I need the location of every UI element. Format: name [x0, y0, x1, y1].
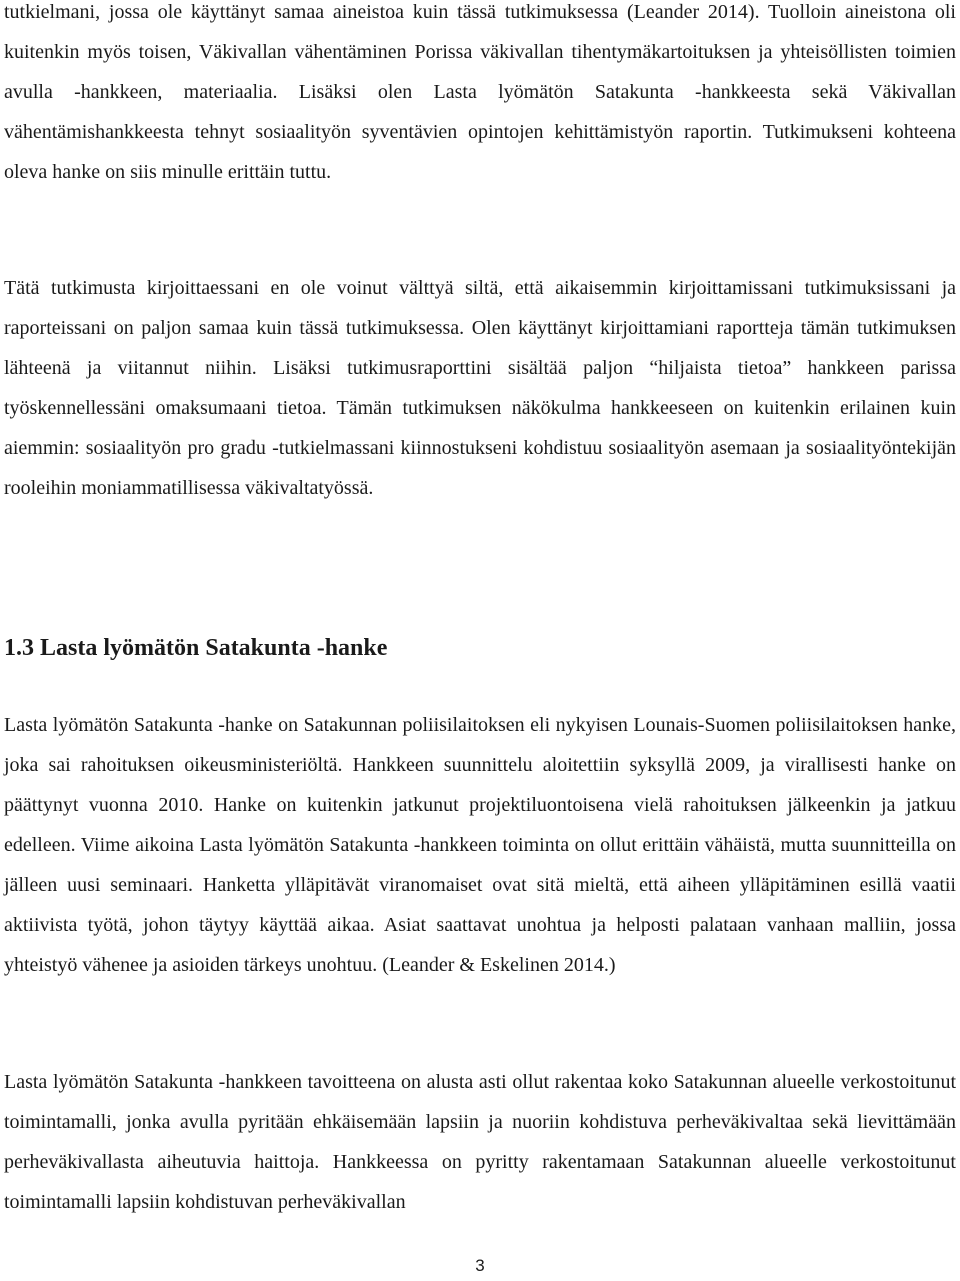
- body-paragraph: Lasta lyömätön Satakunta -hanke on Satakunnan poliisilaitoksen eli nykyisen Lounais-Suomen poliisilaitoksen hanke, joka sai rahoituksen oikeusministeriöltä. Hankkeen suunnittelu aloitettiin syksyllä 2009, ja virallisesti hanke on päättynyt vuonna 2010. Hanke on kuitenkin jatkunut projektiluontoisena vielä rahoituksen jälkeenkin ja jatkuu edelleen. Viime aikoina Lasta lyömätön Satakunta -hankkeen toiminta on ollut erittäin vähäistä, mutta suunnitteilla on jälleen uusi seminaari. Hanketta ylläpitävät viranomaiset ovat sitä mieltä, että aiheen ylläpitäminen esillä vaatii aktiivista työtä, johon täytyy käyttää aikaa. Asiat saattavat unohtua ja helposti palataan vanhaan malliin, jossa yhteistyö vähenee ja asioiden tärkeys unohtuu. (Leander & Eskelinen 2014.): [4, 714, 956, 976]
- section-heading: 1.3 Lasta lyömätön Satakunta -hanke: [4, 635, 388, 661]
- body-paragraph: Tätä tutkimusta kirjoittaessani en ole voinut välttyä siltä, että aikaisemmin kirjoittamissani tutkimuksissani ja raporteissani on paljon samaa kuin tässä tutkimuksessa. Olen käyttänyt kirjoittamiani raportteja tämän tutkimuksen lähteenä ja viitannut niihin. Lisäksi tutkimusraporttini sisältää paljon “hiljaista tietoa” hankkeen parissa työskennellessäni omaksumaani tietoa. Tämän tutkimuksen näkökulma hankkeeseen on kuitenkin erilainen kuin aiemmin: sosiaalityön pro gradu -tutkielmassani kiinnostukseni kohdistuu sosiaalityön asemaan ja sosiaalityöntekijän rooleihin moniammatillisessa väkivaltatyössä.: [4, 277, 956, 499]
- page-number: 3: [475, 1256, 485, 1275]
- body-paragraph: tutkielmani, jossa ole käyttänyt samaa aineistoa kuin tässä tutkimuksessa (Leander 2014). Tuolloin aineistona oli kuitenkin myös toisen, Väkivallan vähentäminen Porissa väkivallan tihentymäkartoituksen ja yhteisöllisten toimien avulla -hankkeen, materiaalia. Lisäksi olen Lasta lyömätön Satakunta -hankkeesta sekä Väkivallan vähentämishankkeesta tehnyt sosiaalityön syventävien opintojen kehittämistyön raportin. Tutkimukseni kohteena oleva hanke on siis minulle erittäin tuttu.: [4, 1, 956, 183]
- body-paragraph: Lasta lyömätön Satakunta -hankkeen tavoitteena on alusta asti ollut rakentaa koko Satakunnan alueelle verkostoitunut toimintamalli, jonka avulla pyritään ehkäisemään lapsiin ja nuoriin kohdistuva perheväkivaltaa sekä lievittämään perheväkivallasta aiheutuvia haittoja. Hankkeessa on pyritty rakentamaan Satakunnan alueelle verkostoitunut toimintamalli lapsiin kohdistuvan perheväkivallan: [4, 1071, 956, 1213]
